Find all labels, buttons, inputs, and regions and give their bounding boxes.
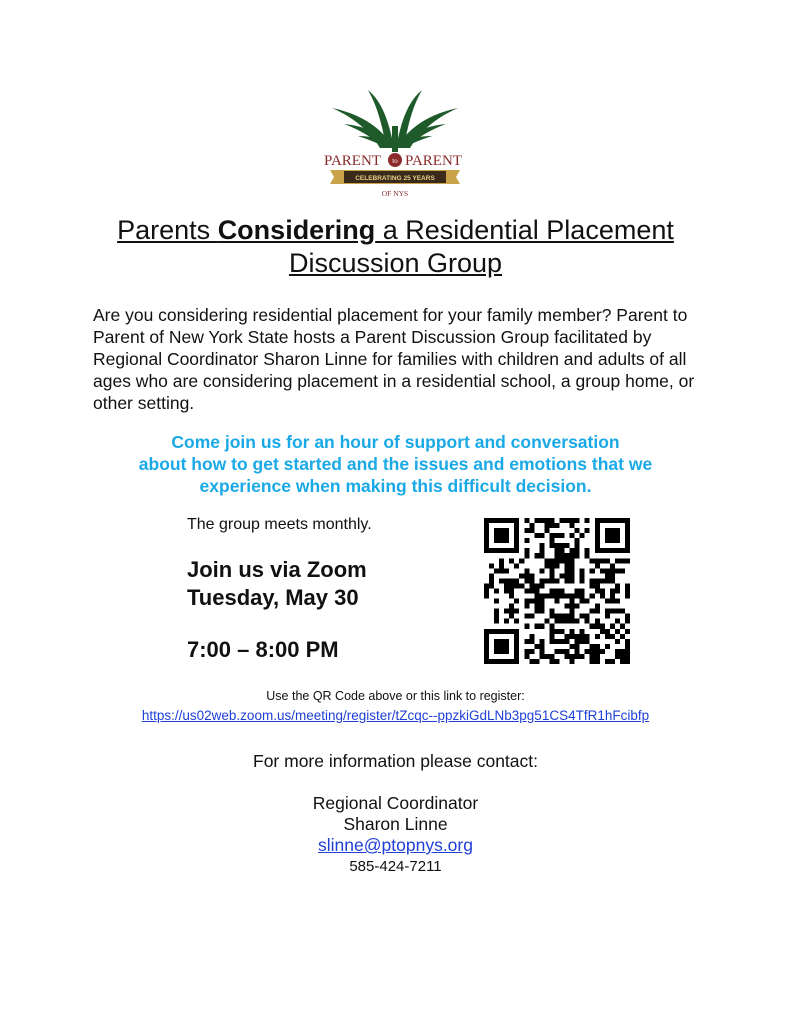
highlight-line1: Come join us for an hour of support and conversation bbox=[171, 432, 620, 452]
meeting-time: 7:00 – 8:00 PM bbox=[187, 637, 339, 662]
logo-text-mid: to bbox=[392, 157, 398, 165]
logo-text-right: PARENT bbox=[405, 153, 462, 169]
logo-ribbon-text: CELEBRATING 25 YEARS bbox=[355, 175, 435, 182]
title-part1: Parents bbox=[117, 215, 218, 245]
contact-block bbox=[60, 793, 731, 877]
register-note: Use the QR Code above or this link to register: bbox=[266, 689, 525, 703]
logo-text-left: PARENT bbox=[324, 153, 381, 169]
title-part2: a Residential Placement bbox=[375, 215, 674, 245]
meeting-date: Tuesday, May 30 bbox=[187, 585, 359, 610]
register-link[interactable]: https://us02web.zoom.us/meeting/register/tZcqc--ppzkiGdLNb3pg51CS4TfR1hFcibfp bbox=[141, 708, 650, 723]
qr-code-icon[interactable] bbox=[484, 518, 630, 664]
intro-paragraph: Are you considering residential placement for your family member? Parent to Parent of New York State hosts a Parent Discussion Group facilitated by Regional Coordinator Sharon Linne for families with children and adults of all ages who are considering placement in a residential school, a group home, or other setting. bbox=[93, 305, 695, 413]
title-bold: Considering bbox=[217, 215, 376, 245]
qr-code-svg bbox=[484, 518, 630, 664]
meeting-join: Join us via Zoom bbox=[187, 557, 367, 582]
logo-text-sub: OF NYS bbox=[381, 189, 409, 198]
contact-name: Sharon Linne bbox=[343, 814, 448, 834]
contact-role: Regional Coordinator bbox=[312, 793, 479, 813]
contact-heading: For more information please contact: bbox=[253, 751, 538, 771]
open-book-tree-logo-icon bbox=[310, 86, 480, 204]
logo bbox=[310, 86, 480, 204]
page-title bbox=[60, 214, 731, 280]
title-line2: Discussion Group bbox=[288, 248, 503, 278]
highlight-text bbox=[60, 431, 731, 497]
highlight-line3: experience when making this difficult decision. bbox=[199, 476, 592, 496]
contact-phone: 585-424-7211 bbox=[349, 858, 442, 875]
highlight-line2: about how to get started and the issues and emotions that we bbox=[138, 454, 653, 474]
meeting-details bbox=[187, 556, 367, 612]
contact-email-link[interactable]: slinne@ptopnys.org bbox=[318, 835, 473, 855]
meeting-frequency: The group meets monthly. bbox=[187, 516, 372, 533]
